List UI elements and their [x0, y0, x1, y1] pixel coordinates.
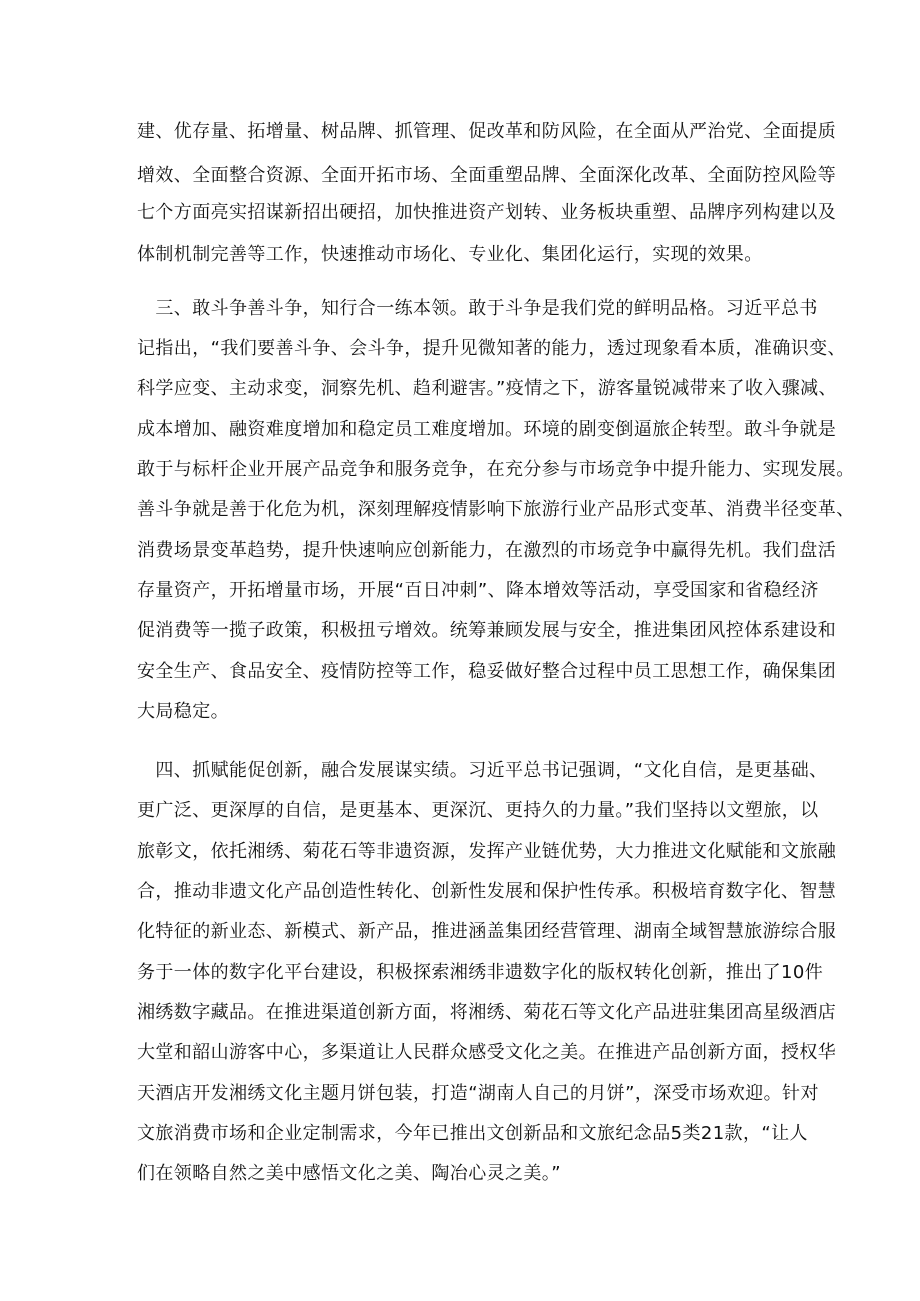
- text-line: 四、抓赋能促创新，融合发展谋实绩。习近平总书记强调，“文化自信，是更基础、: [137, 760, 828, 781]
- text-line: 化特征的新业态、新模式、新产品，推进涵盖集团经营管理、湖南全域智慧旅游综合服: [137, 921, 837, 942]
- text-line: 消费场景变革趋势，提升快速响应创新能力，在激烈的市场竞争中赢得先机。我们盘活: [137, 540, 837, 561]
- text-line: 旅彰文，依托湘绣、菊花石等非遗资源，发挥产业链优势，大力推进文化赋能和文旅融: [137, 841, 837, 862]
- text-line: 合，推动非遗文化产品创造性转化、创新性发展和保护性传承。积极培育数字化、智慧: [137, 881, 837, 902]
- text-line: 善斗争就是善于化危为机，深刻理解疫情影响下旅游行业产品形式变革、消费半径变革、: [137, 499, 855, 520]
- text-line: 天酒店开发湘绣文化主题月饼包装，打造“湖南人自己的月饼”，深受市场欢迎。针对: [137, 1083, 819, 1104]
- text-line: 记指出，“我们要善斗争、会斗争，提升见微知著的能力，透过现象看本质，准确识变、: [137, 338, 846, 359]
- text-line: 大局稳定。: [137, 701, 229, 722]
- text-line: 三、敢斗争善斗争，知行合一练本领。敢于斗争是我们党的鲜明品格。习近平总书: [137, 298, 818, 319]
- text-line: 务于一体的数字化平台建设，积极探索湘绣非遗数字化的版权转化创新，推出了10件: [137, 962, 824, 983]
- text-line: 存量资产，开拓增量市场，开展“百日冲刺”、降本增效等活动，享受国家和省稳经济: [137, 580, 819, 601]
- text-line: 文旅消费市场和企业定制需求，今年已推出文创新品和文旅纪念品5类21款，“让人: [137, 1123, 808, 1144]
- text-line: 更广泛、更深厚的自信，是更基本、更深沉、更持久的力量。”我们坚持以文塑旅，以: [137, 800, 819, 821]
- text-line: 促消费等一揽子政策，积极扭亏增效。统筹兼顾发展与安全，推进集团风控体系建设和: [137, 620, 837, 641]
- text-line: 体制机制完善等工作，快速推动市场化、专业化、集团化运行，实现的效果。: [137, 244, 763, 265]
- text-line: 建、优存量、拓增量、树品牌、抓管理、促改革和防风险，在全面从严治党、全面提质: [137, 121, 837, 142]
- text-line: 们在领略自然之美中感悟文化之美、陶冶心灵之美。”: [137, 1163, 561, 1184]
- text-line: 七个方面亮实招谋新招出硬招，加快推进资产划转、业务板块重塑、品牌序列构建以及: [137, 202, 837, 223]
- text-line: 安全生产、食品安全、疫情防控等工作，稳妥做好整合过程中员工思想工作，确保集团: [137, 661, 837, 682]
- text-line: 成本增加、融资难度增加和稳定员工难度增加。环境的剧变倒逼旅企转型。敢斗争就是: [137, 419, 837, 440]
- text-line: 大堂和韶山游客中心，多渠道让人民群众感受文化之美。在推进产品创新方面，授权华: [137, 1042, 837, 1063]
- text-line: 湘绣数字藏品。在推进渠道创新方面，将湘绣、菊花石等文化产品进驻集团高星级酒店: [137, 1002, 837, 1023]
- text-line: 增效、全面整合资源、全面开拓市场、全面重塑品牌、全面深化改革、全面防控风险等: [137, 165, 837, 186]
- text-line: 敢于与标杆企业开展产品竞争和服务竞争，在充分参与市场竞争中提升能力、实现发展。: [137, 459, 855, 480]
- text-line: 科学应变、主动求变，洞察先机、趋利避害。”疫情之下，游客量锐减带来了收入骤减、: [137, 378, 837, 399]
